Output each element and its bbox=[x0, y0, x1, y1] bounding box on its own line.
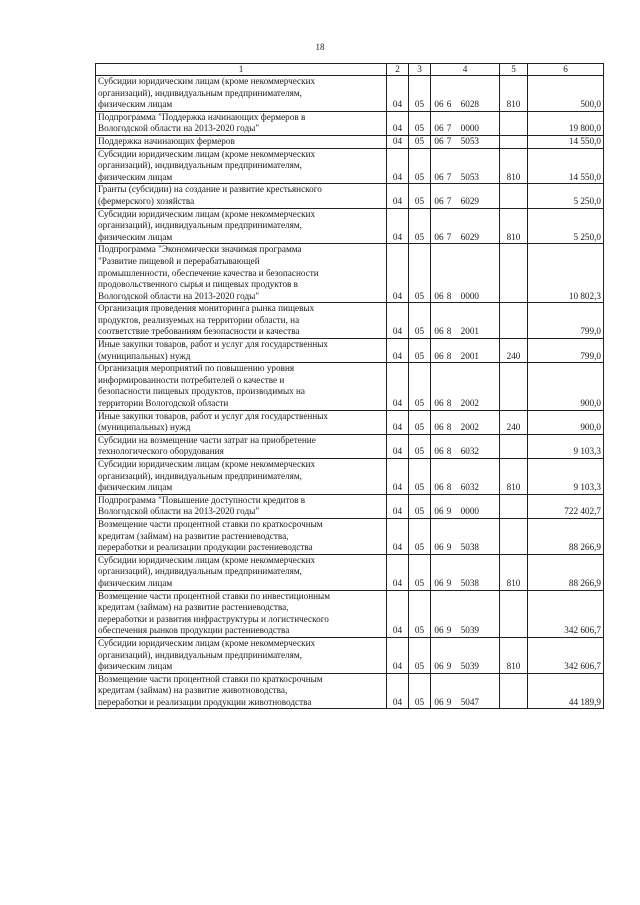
row-name: Субсидии юридическим лицам (кроме некоммерческих организаций), индивидуальным предпринимателям, физическим лицам bbox=[96, 76, 387, 112]
table-row bbox=[96, 554, 604, 590]
row-subsection: 05 bbox=[409, 303, 431, 339]
row-subsection: 05 bbox=[409, 637, 431, 673]
table-row bbox=[96, 76, 604, 112]
table-row bbox=[96, 590, 604, 637]
target-code-direction: 0000 bbox=[460, 123, 479, 134]
row-target-code bbox=[431, 410, 500, 434]
row-subsection: 05 bbox=[409, 434, 431, 458]
row-name: Субсидии юридическим лицам (кроме некоммерческих организаций), индивидуальным предпринимателям, физическим лицам bbox=[96, 637, 387, 673]
row-subsection: 05 bbox=[409, 111, 431, 135]
column-header: 6 bbox=[528, 64, 604, 76]
row-expense-type: 810 bbox=[500, 459, 528, 495]
target-code-program: 06 bbox=[434, 696, 444, 707]
target-code-direction: 2001 bbox=[460, 326, 479, 337]
row-expense-type bbox=[500, 590, 528, 637]
row-name: Субсидии юридическим лицам (кроме некоммерческих организаций), индивидуальным предпринимателям, физическим лицам bbox=[96, 554, 387, 590]
target-code-subprogram: 9 bbox=[446, 542, 452, 553]
target-code-direction: 5038 bbox=[460, 542, 479, 553]
table-row bbox=[96, 148, 604, 184]
table-row bbox=[96, 410, 604, 434]
row-amount: 9 103,3 bbox=[528, 434, 604, 458]
row-amount: 722 402,7 bbox=[528, 494, 604, 518]
row-target-code bbox=[431, 434, 500, 458]
table-row bbox=[96, 459, 604, 495]
target-code-program: 06 bbox=[434, 135, 444, 146]
row-subsection: 05 bbox=[409, 410, 431, 434]
row-name: Иные закупки товаров, работ и услуг для государственных (муниципальных) нужд bbox=[96, 339, 387, 363]
column-header: 4 bbox=[431, 64, 500, 76]
target-code-direction: 6028 bbox=[460, 99, 479, 110]
row-expense-type bbox=[500, 494, 528, 518]
row-section: 04 bbox=[387, 518, 409, 554]
row-target-code bbox=[431, 148, 500, 184]
target-code-direction: 5053 bbox=[460, 135, 479, 146]
row-expense-type bbox=[500, 518, 528, 554]
row-amount: 900,0 bbox=[528, 410, 604, 434]
target-code-subprogram: 8 bbox=[446, 350, 452, 361]
table-row bbox=[96, 673, 604, 709]
row-expense-type: 810 bbox=[500, 208, 528, 244]
row-subsection: 05 bbox=[409, 590, 431, 637]
table-row bbox=[96, 339, 604, 363]
row-subsection: 05 bbox=[409, 459, 431, 495]
target-code-direction: 2002 bbox=[460, 422, 479, 433]
row-subsection: 05 bbox=[409, 494, 431, 518]
target-code-subprogram: 9 bbox=[446, 577, 452, 588]
table-row bbox=[96, 363, 604, 410]
target-code-direction: 5038 bbox=[460, 577, 479, 588]
row-amount: 14 550,0 bbox=[528, 135, 604, 148]
row-section: 04 bbox=[387, 637, 409, 673]
row-section: 04 bbox=[387, 303, 409, 339]
target-code-program: 06 bbox=[434, 326, 444, 337]
target-code-subprogram: 8 bbox=[446, 326, 452, 337]
row-expense-type: 810 bbox=[500, 148, 528, 184]
row-section: 04 bbox=[387, 590, 409, 637]
target-code-subprogram: 9 bbox=[446, 506, 452, 517]
target-code-program: 06 bbox=[434, 482, 444, 493]
row-section: 04 bbox=[387, 148, 409, 184]
row-amount: 500,0 bbox=[528, 76, 604, 112]
row-target-code bbox=[431, 673, 500, 709]
row-name: Иные закупки товаров, работ и услуг для государственных (муниципальных) нужд bbox=[96, 410, 387, 434]
row-section: 04 bbox=[387, 459, 409, 495]
row-target-code bbox=[431, 135, 500, 148]
row-section: 04 bbox=[387, 363, 409, 410]
table-row bbox=[96, 135, 604, 148]
row-amount: 88 266,9 bbox=[528, 518, 604, 554]
row-subsection: 05 bbox=[409, 363, 431, 410]
target-code-subprogram: 8 bbox=[446, 290, 452, 301]
row-section: 04 bbox=[387, 434, 409, 458]
row-expense-type bbox=[500, 135, 528, 148]
target-code-program: 06 bbox=[434, 577, 444, 588]
row-name: Субсидии на возмещение части затрат на приобретение технологического оборудования bbox=[96, 434, 387, 458]
row-amount: 88 266,9 bbox=[528, 554, 604, 590]
row-section: 04 bbox=[387, 76, 409, 112]
target-code-direction: 6032 bbox=[460, 446, 479, 457]
row-section: 04 bbox=[387, 244, 409, 303]
row-name: Субсидии юридическим лицам (кроме некоммерческих организаций), индивидуальным предпринимателям, физическим лицам bbox=[96, 148, 387, 184]
target-code-direction: 5053 bbox=[460, 171, 479, 182]
target-code-program: 06 bbox=[434, 446, 444, 457]
row-expense-type bbox=[500, 111, 528, 135]
table-row bbox=[96, 434, 604, 458]
row-target-code bbox=[431, 111, 500, 135]
row-expense-type bbox=[500, 673, 528, 709]
row-amount: 14 550,0 bbox=[528, 148, 604, 184]
target-code-subprogram: 8 bbox=[446, 446, 452, 457]
target-code-subprogram: 7 bbox=[446, 171, 452, 182]
target-code-program: 06 bbox=[434, 99, 444, 110]
table-header-row bbox=[96, 64, 604, 76]
row-subsection: 05 bbox=[409, 518, 431, 554]
row-expense-type bbox=[500, 184, 528, 208]
target-code-direction: 6029 bbox=[460, 231, 479, 242]
column-header: 3 bbox=[409, 64, 431, 76]
row-name: Гранты (субсидии) на создание и развитие крестьянского (фермерского) хозяйства bbox=[96, 184, 387, 208]
row-name: Возмещение части процентной ставки по краткосрочным кредитам (займам) на развитие растениеводства, переработки и реализации продукции растениеводства bbox=[96, 518, 387, 554]
row-target-code bbox=[431, 244, 500, 303]
row-amount: 799,0 bbox=[528, 303, 604, 339]
row-amount: 10 802,3 bbox=[528, 244, 604, 303]
row-target-code bbox=[431, 303, 500, 339]
row-section: 04 bbox=[387, 184, 409, 208]
table-row bbox=[96, 184, 604, 208]
table-row bbox=[96, 518, 604, 554]
table-body bbox=[96, 76, 604, 709]
row-subsection: 05 bbox=[409, 148, 431, 184]
row-amount: 900,0 bbox=[528, 363, 604, 410]
row-amount: 5 250,0 bbox=[528, 208, 604, 244]
target-code-program: 06 bbox=[434, 542, 444, 553]
target-code-program: 06 bbox=[434, 398, 444, 409]
row-name: Подпрограмма "Повышение доступности кредитов в Вологодской области на 2013-2020 годы" bbox=[96, 494, 387, 518]
row-target-code bbox=[431, 339, 500, 363]
target-code-program: 06 bbox=[434, 195, 444, 206]
target-code-subprogram: 8 bbox=[446, 422, 452, 433]
row-section: 04 bbox=[387, 673, 409, 709]
row-target-code bbox=[431, 637, 500, 673]
row-amount: 799,0 bbox=[528, 339, 604, 363]
row-section: 04 bbox=[387, 339, 409, 363]
target-code-subprogram: 7 bbox=[446, 195, 452, 206]
row-amount: 342 606,7 bbox=[528, 637, 604, 673]
row-amount: 44 189,9 bbox=[528, 673, 604, 709]
row-target-code bbox=[431, 554, 500, 590]
row-section: 04 bbox=[387, 554, 409, 590]
row-amount: 19 800,0 bbox=[528, 111, 604, 135]
target-code-direction: 5039 bbox=[460, 625, 479, 636]
target-code-direction: 6029 bbox=[460, 195, 479, 206]
row-target-code bbox=[431, 363, 500, 410]
target-code-program: 06 bbox=[434, 506, 444, 517]
table-row bbox=[96, 637, 604, 673]
target-code-program: 06 bbox=[434, 123, 444, 134]
row-subsection: 05 bbox=[409, 339, 431, 363]
row-expense-type bbox=[500, 244, 528, 303]
row-section: 04 bbox=[387, 135, 409, 148]
row-subsection: 05 bbox=[409, 244, 431, 303]
target-code-subprogram: 7 bbox=[446, 231, 452, 242]
target-code-direction: 2001 bbox=[460, 350, 479, 361]
target-code-direction: 2002 bbox=[460, 398, 479, 409]
column-header: 1 bbox=[96, 64, 387, 76]
row-target-code bbox=[431, 459, 500, 495]
budget-table bbox=[95, 63, 604, 709]
page-number: 18 bbox=[315, 42, 325, 52]
target-code-program: 06 bbox=[434, 171, 444, 182]
row-amount: 342 606,7 bbox=[528, 590, 604, 637]
row-name: Субсидии юридическим лицам (кроме некоммерческих организаций), индивидуальным предпринимателям, физическим лицам bbox=[96, 459, 387, 495]
table-row bbox=[96, 208, 604, 244]
row-expense-type bbox=[500, 434, 528, 458]
row-section: 04 bbox=[387, 111, 409, 135]
row-subsection: 05 bbox=[409, 554, 431, 590]
target-code-program: 06 bbox=[434, 422, 444, 433]
row-expense-type bbox=[500, 303, 528, 339]
row-target-code bbox=[431, 518, 500, 554]
row-section: 04 bbox=[387, 494, 409, 518]
row-target-code bbox=[431, 76, 500, 112]
target-code-direction: 0000 bbox=[460, 506, 479, 517]
target-code-subprogram: 8 bbox=[446, 482, 452, 493]
target-code-direction: 6032 bbox=[460, 482, 479, 493]
table-row bbox=[96, 303, 604, 339]
row-name: Поддержка начинающих фермеров bbox=[96, 135, 387, 148]
row-subsection: 05 bbox=[409, 208, 431, 244]
target-code-subprogram: 9 bbox=[446, 625, 452, 636]
row-subsection: 05 bbox=[409, 135, 431, 148]
target-code-direction: 0000 bbox=[460, 290, 479, 301]
column-header: 2 bbox=[387, 64, 409, 76]
target-code-direction: 5039 bbox=[460, 661, 479, 672]
row-subsection: 05 bbox=[409, 76, 431, 112]
row-expense-type: 810 bbox=[500, 554, 528, 590]
row-subsection: 05 bbox=[409, 184, 431, 208]
row-expense-type: 240 bbox=[500, 339, 528, 363]
target-code-subprogram: 6 bbox=[446, 99, 452, 110]
row-expense-type bbox=[500, 363, 528, 410]
target-code-program: 06 bbox=[434, 231, 444, 242]
row-expense-type: 810 bbox=[500, 637, 528, 673]
target-code-program: 06 bbox=[434, 350, 444, 361]
row-name: Подпрограмма "Экономически значимая программа "Развитие пищевой и перерабатывающей промышленности, обеспечение качества и безопасности продовольственного сырья и пищевых продуктов в Вологодской области на 2013-2020 годы" bbox=[96, 244, 387, 303]
table-row bbox=[96, 244, 604, 303]
row-section: 04 bbox=[387, 410, 409, 434]
row-name: Возмещение части процентной ставки по краткосрочным кредитам (займам) на развитие животноводства, переработки и реализации продукции животноводства bbox=[96, 673, 387, 709]
target-code-subprogram: 7 bbox=[446, 135, 452, 146]
row-section: 04 bbox=[387, 208, 409, 244]
row-expense-type: 240 bbox=[500, 410, 528, 434]
row-target-code bbox=[431, 184, 500, 208]
row-name: Возмещение части процентной ставки по инвестиционным кредитам (займам) на развитие растениеводства, переработки и развития инфраструктуры и логистического обеспечения рынков продукции растениеводства bbox=[96, 590, 387, 637]
row-target-code bbox=[431, 590, 500, 637]
target-code-subprogram: 9 bbox=[446, 661, 452, 672]
target-code-subprogram: 7 bbox=[446, 123, 452, 134]
target-code-direction: 5047 bbox=[460, 696, 479, 707]
row-expense-type: 810 bbox=[500, 76, 528, 112]
target-code-subprogram: 8 bbox=[446, 398, 452, 409]
row-amount: 5 250,0 bbox=[528, 184, 604, 208]
table-row bbox=[96, 111, 604, 135]
row-target-code bbox=[431, 208, 500, 244]
target-code-subprogram: 9 bbox=[446, 696, 452, 707]
table-row bbox=[96, 494, 604, 518]
column-header: 5 bbox=[500, 64, 528, 76]
row-name: Организация мероприятий по повышению уровня информированности потребителей о качестве и безопасности пищевых продуктов, производимых на территории Вологодской области bbox=[96, 363, 387, 410]
row-name: Организация проведения мониторинга рынка пищевых продуктов, реализуемых на территории области, на соответствие требованиям безопасности и качества bbox=[96, 303, 387, 339]
target-code-program: 06 bbox=[434, 661, 444, 672]
row-name: Субсидии юридическим лицам (кроме некоммерческих организаций), индивидуальным предпринимателям, физическим лицам bbox=[96, 208, 387, 244]
row-target-code bbox=[431, 494, 500, 518]
row-amount: 9 103,3 bbox=[528, 459, 604, 495]
row-subsection: 05 bbox=[409, 673, 431, 709]
row-name: Подпрограмма "Поддержка начинающих фермеров в Вологодской области на 2013-2020 годы" bbox=[96, 111, 387, 135]
target-code-program: 06 bbox=[434, 290, 444, 301]
target-code-program: 06 bbox=[434, 625, 444, 636]
